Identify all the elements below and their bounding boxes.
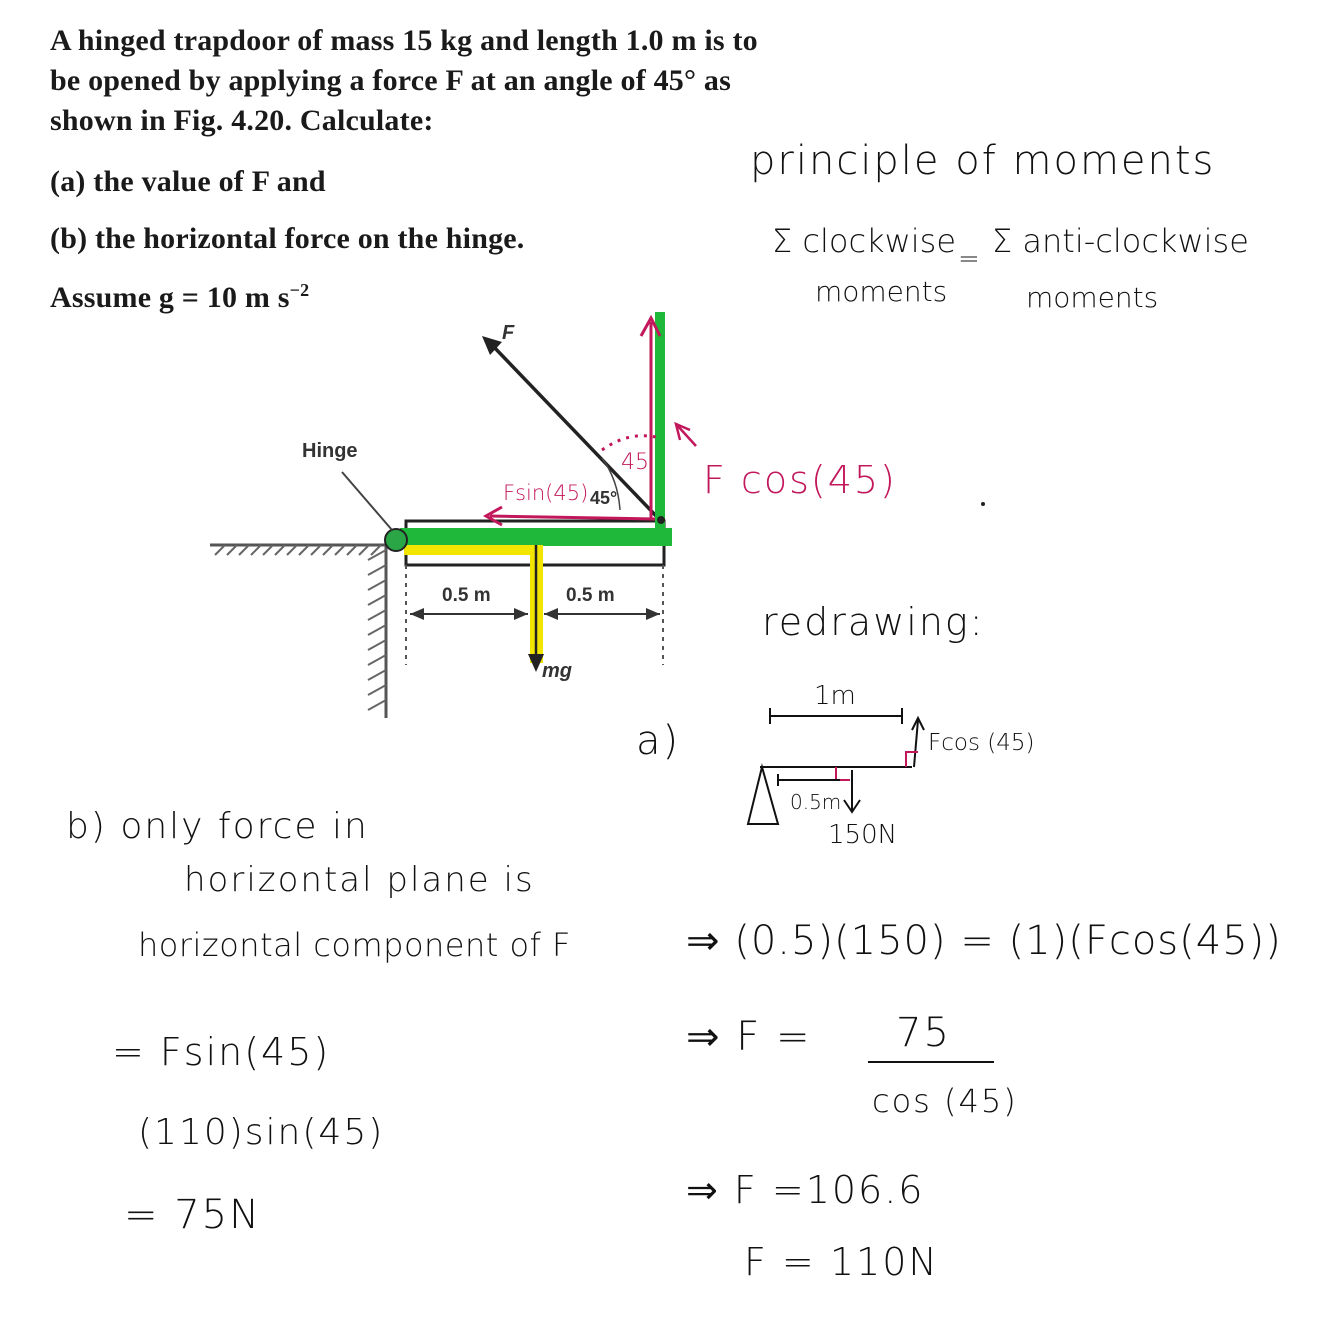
- part-b-line-3: horizontal component of F: [138, 926, 571, 964]
- question-line-2: be opened by applying a force F at an angle of 45° as: [50, 64, 731, 97]
- angle-annotation: 45: [621, 450, 649, 475]
- equation-2-denominator: cos (45): [872, 1082, 1018, 1120]
- sketch-right-angle: [906, 752, 918, 767]
- dimension-arrowhead: [544, 608, 558, 620]
- sketch-up-arrow: [914, 720, 918, 767]
- assume-exponent: −2: [289, 280, 310, 300]
- sketch-fcos-label: Fcos (45): [928, 730, 1035, 756]
- part-b-line-6: = 75N: [124, 1192, 262, 1238]
- vertical-component-green: [655, 312, 665, 528]
- length-label-left: 0.5 m: [442, 585, 491, 606]
- equation-4: F = 110N: [744, 1240, 939, 1284]
- sum-clockwise-sub: moments: [815, 275, 948, 308]
- equals-sign: =: [958, 244, 980, 274]
- fsin-annotation: Fsin(45): [503, 481, 589, 505]
- fsin-arrow-shaft: [490, 516, 655, 519]
- mg-label: mg: [542, 660, 572, 682]
- sketch-1m-label: 1m: [814, 681, 856, 711]
- dimension-arrowhead: [410, 608, 424, 620]
- angle-label: 45°: [590, 488, 618, 508]
- question-line-1: A hinged trapdoor of mass 15 kg and length 1.0 m is to: [50, 24, 758, 57]
- fcos-annotation: F cos(45): [703, 458, 897, 502]
- part-b-line-2: horizontal plane is: [184, 860, 535, 900]
- stray-dot: [981, 502, 985, 506]
- equation-2-numerator: 75: [896, 1010, 951, 1056]
- part-a-label: a): [636, 718, 681, 764]
- question-line-3: shown in Fig. 4.20. Calculate:: [50, 104, 434, 137]
- force-label: F: [502, 322, 515, 344]
- sum-anticlockwise-sub: moments: [1026, 281, 1159, 314]
- trapdoor-highlight-yellow: [404, 545, 536, 555]
- sum-clockwise: Σ clockwise: [772, 222, 956, 260]
- force-point: [657, 516, 665, 524]
- dimension-arrowhead: [646, 608, 660, 620]
- wall-hatching: [368, 550, 386, 710]
- principle-title: principle of moments: [750, 138, 1216, 184]
- equation-3: ⇒ F =106.6: [686, 1168, 925, 1212]
- assume-text: Assume g = 10 m s: [50, 281, 290, 314]
- length-label-right: 0.5 m: [566, 585, 615, 606]
- sketch-mid-right-angle: [836, 767, 850, 780]
- sum-anticlockwise: Σ anti-clockwise: [992, 222, 1249, 260]
- sketch-05m-label: 0.5m: [790, 790, 842, 814]
- equation-2-lhs: ⇒ F =: [686, 1014, 812, 1060]
- hinge-circle: [385, 529, 407, 551]
- redrawing-heading: redrawing:: [762, 600, 985, 644]
- equation-1: ⇒ (0.5)(150) = (1)(Fcos(45)): [686, 918, 1282, 964]
- hinge-pointer: [342, 472, 392, 530]
- dimension-arrowhead: [514, 608, 528, 620]
- question-part-b: (b) the horizontal force on the hinge.: [50, 222, 525, 255]
- trapdoor-highlight-green: [400, 528, 672, 546]
- hinge-label: Hinge: [302, 440, 358, 462]
- part-b-line-1: b) only force in: [66, 806, 369, 847]
- sketch-150n-label: 150N: [828, 820, 898, 850]
- part-b-line-5: (110)sin(45): [138, 1112, 385, 1153]
- question-part-a: (a) the value of F and: [50, 165, 326, 198]
- part-b-line-4: = Fsin(45): [112, 1030, 331, 1074]
- sketch-pivot-triangle: [748, 767, 778, 824]
